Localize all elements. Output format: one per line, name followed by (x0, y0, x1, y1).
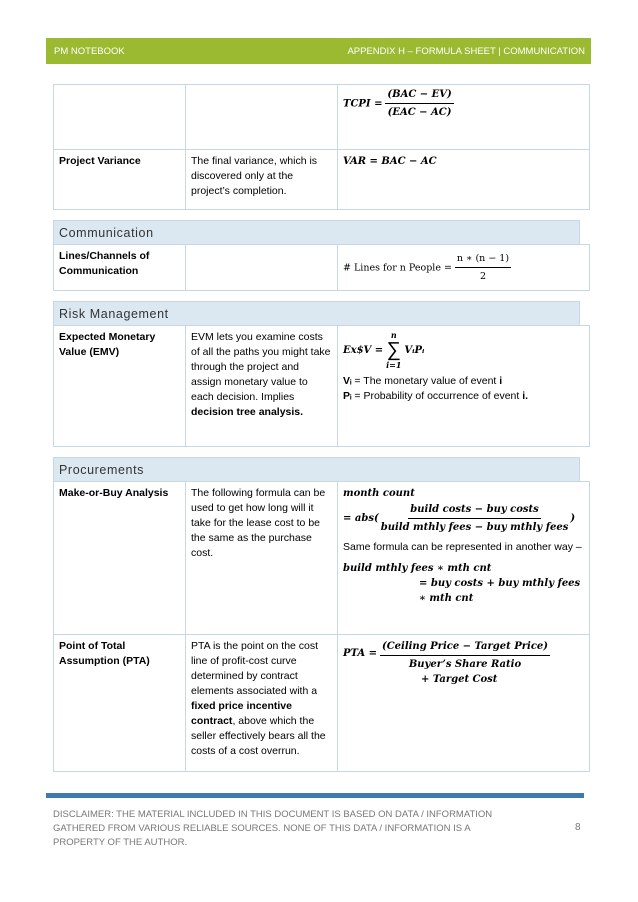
emv-row (54, 326, 590, 447)
emv-term: Expected Monetary Value (EMV) (54, 326, 186, 447)
evm-table (53, 84, 590, 210)
communication-row (54, 245, 590, 291)
formula-table (53, 84, 580, 772)
section-communication: Communication (53, 220, 580, 244)
variance-formula: VAR = BAC − AC (343, 156, 437, 167)
communication-formula: # Lines for n People = $\frac{n ∗ (n - 1)}{2}$ (338, 245, 590, 291)
make-buy-formula: month count = abs( $\frac{\text{build costs − buy costs}}{\text{build mthly fees − buy mthly fees}}$ ) Same formula can be represented in another way – build mthly fees ∗ mth cnt = buy costs + buy mthly fees ∗ mth cnt (338, 482, 590, 635)
page-header (46, 38, 591, 64)
make-buy-row (54, 482, 590, 635)
make-buy-description: The following formula can be used to get how long will it take for the lease cost to be the same as the purchase cost. (186, 482, 338, 635)
header-right: APPENDIX H – FORMULA SHEET | COMMUNICATION (347, 45, 585, 57)
procurements-table (53, 481, 590, 772)
tcpi-formula: TCPI = $\frac{\text{(BAC − EV)}}{\text{(EAC − AC)}}$ (338, 85, 590, 150)
pta-row (54, 635, 590, 772)
emv-formula: Ex$V = n ∑ i=1 VᵢPᵢ Vᵢ = The monetary value of event i Pᵢ = Probability of occurrence of event i. (338, 326, 590, 447)
pta-description: PTA is the point on the cost line of profit-cost curve determined by contract elements associated with a fixed price incentive contract, above which the seller effectively bears all the costs of a cost overrun. (186, 635, 338, 772)
risk-table (53, 325, 590, 447)
section-risk: Risk Management (53, 301, 580, 325)
page-number: 8 (575, 822, 581, 833)
pta-term: Point of Total Assumption (PTA) (54, 635, 186, 772)
communication-table (53, 244, 590, 291)
communication-term: Lines/Channels of Communication (54, 245, 186, 291)
make-buy-term: Make-or-Buy Analysis (54, 482, 186, 635)
tcpi-row (54, 85, 590, 150)
section-procurements: Procurements (53, 457, 580, 481)
emv-description: EVM lets you examine costs of all the paths you might take through the project and assign monetary value to each decision. Implies decision tree analysis. (186, 326, 338, 447)
variance-row (54, 150, 590, 210)
footer-bar (46, 793, 584, 798)
variance-term: Project Variance (54, 150, 186, 210)
pta-formula: PTA = $\frac{\text{(Ceiling Price − Target Price)}}{\text{Buyer’s Share Ratio}}$ + Target Cost (338, 635, 590, 772)
disclaimer: DISCLAIMER: THE MATERIAL INCLUDED IN THIS DOCUMENT IS BASED ON DATA / INFORMATION GATHERED FROM VARIOUS RELIABLE SOURCES. NONE OF THIS DATA / INFORMATION IS A PROPERTY OF THE AUTHOR. (53, 809, 493, 848)
header-left: PM NOTEBOOK (54, 45, 125, 57)
variance-description: The final variance, which is discovered only at the project’s completion. (186, 150, 338, 210)
